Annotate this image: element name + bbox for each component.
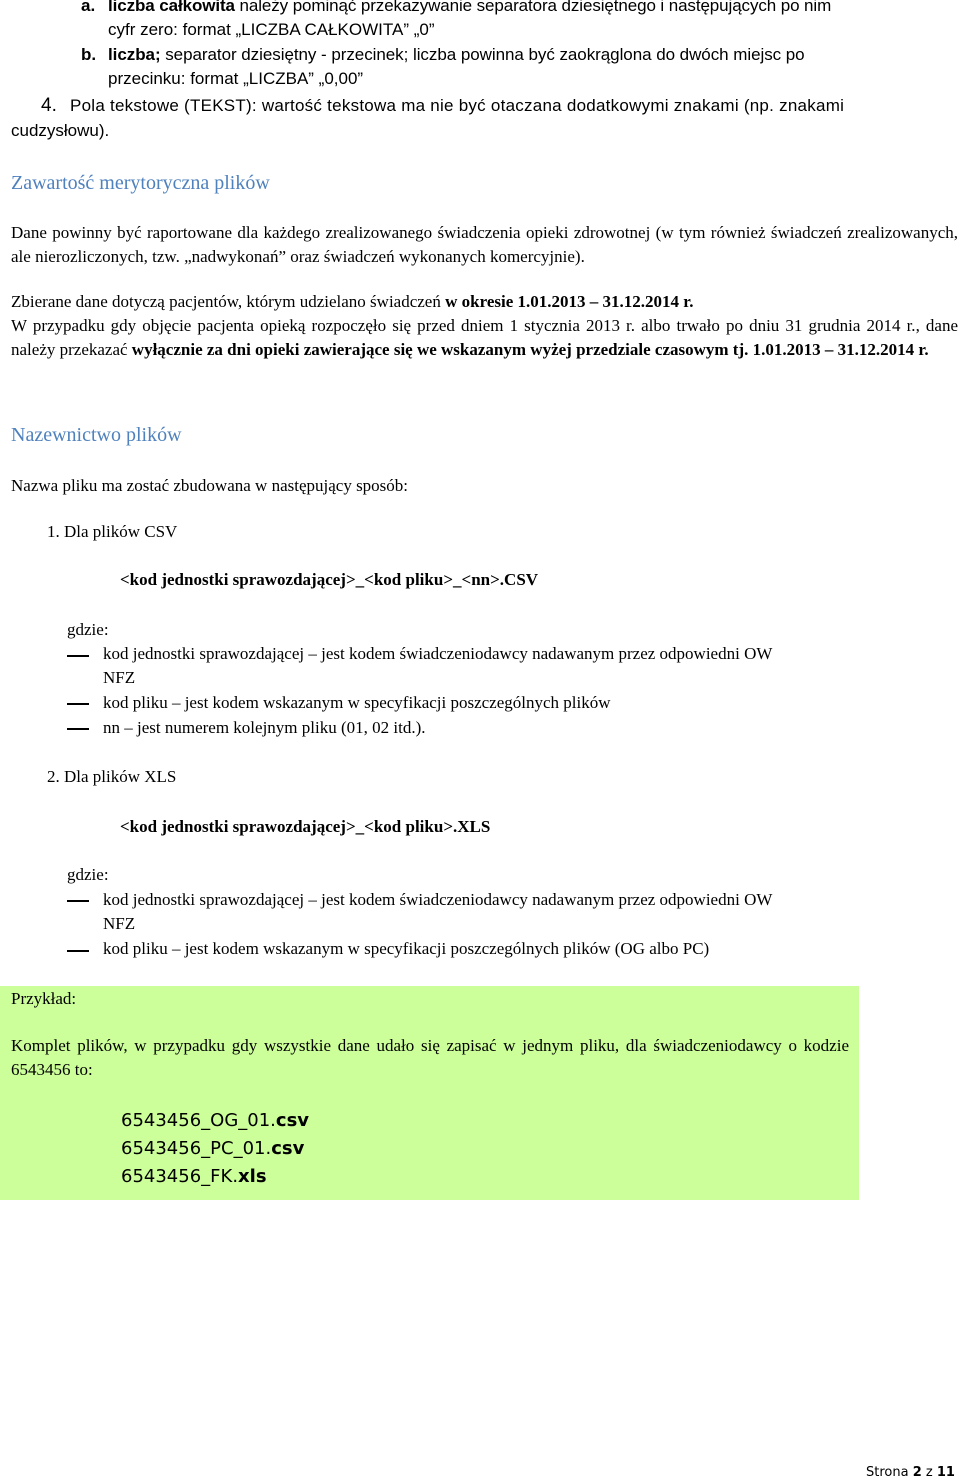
dash-bullet-icon <box>67 655 89 657</box>
list-item: nn – jest numerem kolejnym pliku (01, 02 itd.). <box>103 718 426 737</box>
file-name <box>121 1135 309 1163</box>
list-item-continuation: NFZ <box>103 668 136 687</box>
subsection-label: 2. Dla plików XLS <box>47 767 177 786</box>
text: Strona <box>866 1465 913 1480</box>
filename-pattern: <kod jednostki sprawozdającej>_<kod pliku>.XLS <box>120 817 491 836</box>
bold-term: liczba; <box>108 45 161 64</box>
section-heading: Zawartość merytoryczna plików <box>11 172 270 194</box>
file-name <box>121 1163 309 1191</box>
list-item: kod pliku – jest kodem wskazanym w specyfikacji poszczególnych plików (OG albo PC) <box>103 939 710 958</box>
list-text-line1 <box>108 45 805 65</box>
text: z <box>921 1465 937 1480</box>
page-number <box>866 1465 955 1480</box>
list-marker: a. <box>81 0 96 15</box>
current-page: 2 <box>912 1465 922 1480</box>
list-item: kod jednostki sprawozdającej – jest kodem świadczeniodawcy nadawanym przez odpowiedni OW <box>103 890 773 909</box>
paragraph <box>11 314 958 362</box>
list-text-line1 <box>108 0 831 16</box>
section-heading: Nazewnictwo plików <box>11 424 182 446</box>
list-marker: b. <box>81 45 97 64</box>
gdzie-label: gdzie: <box>67 865 109 884</box>
file-base: 6543456_OG_01. <box>121 1110 276 1131</box>
subsection-label: 1. Dla plików CSV <box>47 522 178 541</box>
bold-term: liczba całkowita <box>108 0 235 15</box>
dash-bullet-icon <box>67 703 89 705</box>
text: należy pominąć przekazywanie separatora dziesiętnego i następujących po nim <box>234 0 832 15</box>
list-text-line2: cudzysłowu). <box>11 121 110 140</box>
file-base: 6543456_FK. <box>121 1166 239 1187</box>
total-pages: 11 <box>936 1465 955 1480</box>
text: Zbierane dane dotyczą pacjentów, którym udzielano świadczeń <box>11 292 446 311</box>
list-item-continuation: NFZ <box>103 914 136 933</box>
list-marker: 4. <box>41 95 57 116</box>
list-item: kod pliku – jest kodem wskazanym w specyfikacji poszczególnych plików <box>103 693 611 712</box>
list-item: kod jednostki sprawozdającej – jest kodem świadczeniodawcy nadawanym przez odpowiedni OW <box>103 644 773 663</box>
bold-text: wyłącznie za dni opieki zawierające się we wskazanym wyżej przedziale czasowym tj. 1.01.2013 – 31.12.2014 r. <box>131 340 929 359</box>
file-ext: csv <box>275 1110 310 1131</box>
gdzie-label: gdzie: <box>67 620 109 639</box>
list-text-line1: Pola tekstowe (TEKST): wartość tekstowa ma nie być otaczana dodatkowymi znakami (np. znakami <box>70 96 845 115</box>
file-base: 6543456_PC_01. <box>121 1138 272 1159</box>
file-ext: csv <box>271 1138 305 1159</box>
example-file-list <box>121 1107 309 1191</box>
paragraph: Dane powinny być raportowane dla każdego zrealizowanego świadczenia opieki zdrowotnej (w tym również świadczeń zrealizowanych, ale nierozliczonych, tzw. „nadwykonań” oraz świadczeń wykonanych komercyjnie). <box>11 223 958 266</box>
filename-pattern: <kod jednostki sprawozdającej>_<kod pliku>_<nn>.CSV <box>120 570 539 589</box>
text: W przypadku gdy objęcie pacjenta opieką rozpoczęło się przed dniem 1 stycznia 2013 r. albo trwało po dniu 31 grudnia 2014 r. <box>11 316 916 335</box>
file-ext: xls <box>238 1166 267 1187</box>
dash-bullet-icon <box>67 728 89 730</box>
example-label: Przykład: <box>11 989 77 1008</box>
list-text-line2: cyfr zero: format „LICZBA CAŁKOWITA” „0” <box>108 20 435 39</box>
paragraph <box>11 290 958 314</box>
bold-text: w okresie 1.01.2013 – 31.12.2014 r. <box>445 292 694 311</box>
file-name <box>121 1107 309 1135</box>
dash-bullet-icon <box>67 900 89 902</box>
list-text-line2: przecinku: format „LICZBA” „0,00” <box>108 69 364 88</box>
text: separator dziesiętny - przecinek; liczba powinna być zaokrąglona do dwóch miejsc po <box>160 45 805 64</box>
example-paragraph: Komplet plików, w przypadku gdy wszystkie dane udało się zapisać w jednym pliku, dla świadczeniodawcy o kodzie 6543456 to: <box>11 1036 849 1079</box>
dash-bullet-icon <box>67 950 89 952</box>
paragraph: Nazwa pliku ma zostać zbudowana w następujący sposób: <box>11 476 409 495</box>
text: , dane należy przekazać <box>11 316 958 359</box>
